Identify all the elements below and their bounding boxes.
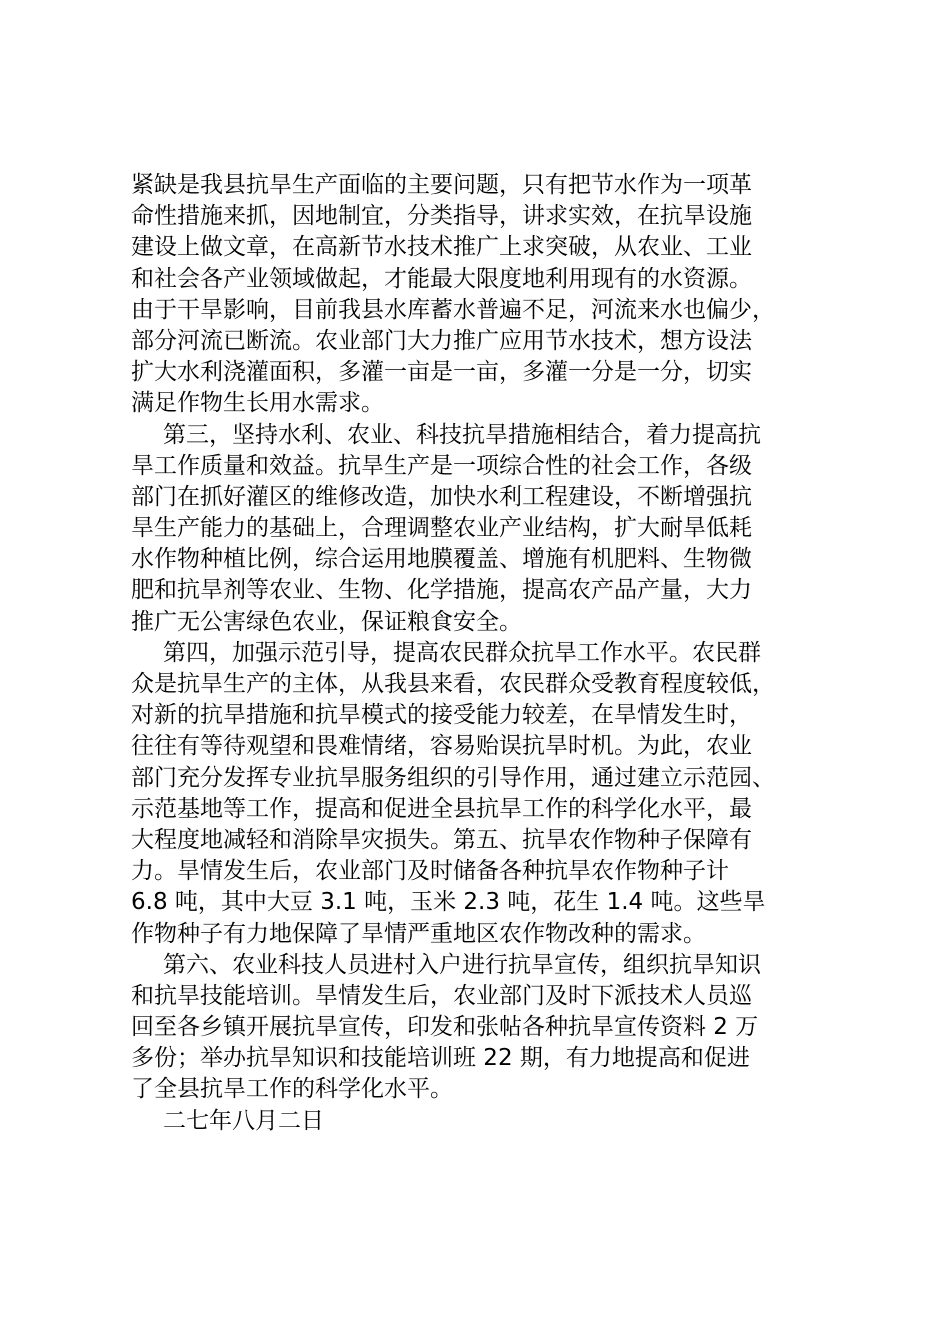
text-line: 力。旱情发生后，农业部门及时储备各种抗旱农作物种子计 (131, 858, 729, 885)
text-line: 大程度地减轻和消除旱灾损失。第五、抗旱农作物种子保障有 (131, 826, 752, 853)
paragraph-start-line: 第三，坚持水利、农业、科技抗旱措施相结合，着力提高抗 (163, 421, 761, 448)
paragraph-start-line: 第六、农业科技人员进村入户进行抗旱宣传，组织抗旱知识 (163, 951, 761, 978)
text-line: 命性措施来抓，因地制宜，分类指导，讲求实效，在抗旱设施 (131, 203, 752, 230)
text-line: 了全县抗旱工作的科学化水平。 (131, 1076, 453, 1103)
text-line: 和抗旱技能培训。旱情发生后，农业部门及时下派技术人员巡 (131, 982, 752, 1009)
text-line: 众是抗旱生产的主体，从我县来看，农民群众受教育程度较低， (131, 671, 775, 697)
text-line: 由于干旱影响，目前我县水库蓄水普遍不足，河流来水也偏少， (131, 296, 775, 323)
text-line: 部门在抓好灌区的维修改造，加快水利工程建设，不断增强抗 (131, 483, 752, 510)
text-line: 往往有等待观望和畏难情绪，容易贻误抗旱时机。为此，农业 (131, 733, 752, 760)
text-line: 水作物种植比例，综合运用地膜覆盖、增施有机肥料、生物微 (131, 546, 752, 573)
text-line: 建设上做文章，在高新节水技术推广上求突破，从农业、工业 (131, 234, 752, 261)
text-line: 部门充分发挥专业抗旱服务组织的引导作用，通过建立示范园、 (131, 764, 775, 791)
text-line: 推广无公害绿色农业，保证粮食安全。 (131, 608, 522, 635)
text-line: 旱生产能力的基础上，合理调整农业产业结构，扩大耐旱低耗 (131, 515, 752, 542)
text-line: 肥和抗旱剂等农业、生物、化学措施，提高农产品产量，大力 (131, 577, 752, 604)
text-line: 作物种子有力地保障了旱情严重地区农作物改种的需求。 (131, 920, 706, 947)
text-line: 多份；举办抗旱知识和技能培训班 22 期，有力地提高和促进 (131, 1045, 750, 1072)
text-line: 扩大水利浇灌面积，多灌一亩是一亩，多灌一分是一分，切实 (131, 359, 752, 386)
text-line: 紧缺是我县抗旱生产面临的主要问题，只有把节水作为一项革 (131, 172, 752, 198)
text-line: 旱工作质量和效益。抗旱生产是一项综合性的社会工作，各级 (131, 452, 752, 479)
text-line: 部分河流已断流。农业部门大力推广应用节水技术，想方设法 (131, 327, 752, 354)
text-line: 回至各乡镇开展抗旱宣传，印发和张帖各种抗旱宣传资料 2 万 (131, 1014, 759, 1041)
text-line: 满足作物生长用水需求。 (131, 390, 384, 417)
paragraph-start-line: 第四，加强示范引导，提高农民群众抗旱工作水平。农民群 (163, 639, 761, 666)
text-line: 6.8 吨，其中大豆 3.1 吨，玉米 2.3 吨，花生 1.4 吨。这些旱 (131, 889, 766, 916)
text-line: 示范基地等工作，提高和促进全县抗旱工作的科学化水平，最 (131, 795, 752, 822)
text-line: 和社会各产业领域做起，才能最大限度地利用现有的水资源。 (131, 265, 752, 292)
date-line: 二七年八月二日 (163, 1107, 324, 1134)
document-body (131, 170, 851, 1137)
text-line: 对新的抗旱措施和抗旱模式的接受能力较差，在旱情发生时， (131, 702, 752, 729)
